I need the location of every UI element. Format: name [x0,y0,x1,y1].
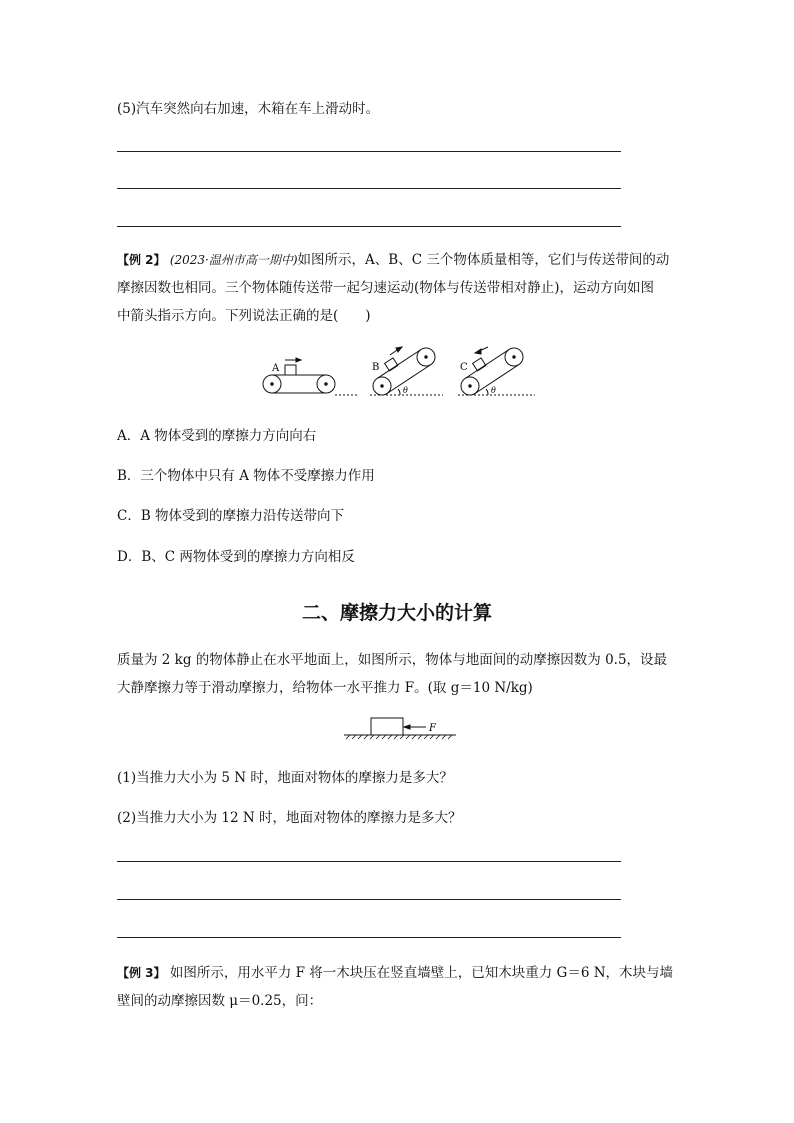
option-b: B．三个物体中只有 A 物体不受摩擦力作用 [117,468,375,484]
label-c: C [460,362,468,373]
option-d: D．B、C 两物体受到的摩擦力方向相反 [117,549,355,565]
example-3-line-1 [117,961,673,981]
example-3-tag: 【例 3】 [117,966,166,980]
problem-q1: (1)当推力大小为 5 N 时，地面对物体的摩擦力是多大？ [117,770,453,786]
example-2-line-1 [117,248,669,268]
example-2-source: (2023·温州市高一期中) [169,253,298,267]
label-a: A [272,363,280,374]
label-theta: θ [491,386,496,395]
answer-line [117,226,621,227]
answer-line [117,937,621,938]
answer-line [117,151,621,152]
option-c: C．B 物体受到的摩擦力沿传送带向下 [117,508,345,524]
example-2-line-2: 摩擦因数也相同。三个物体随传送带一起匀速运动(物体与传送带相对静止)，运动方向如图 [117,280,655,296]
answer-line [117,188,621,189]
label-f: F [429,723,436,734]
example-2-tag: 【例 2】 [117,253,166,267]
belt-c-inclined [458,347,535,395]
example-2-line-3: 中箭头指示方向。下列说法正确的是( ) [117,308,371,324]
example-3-text: 如图所示，用水平力 F 将一木块压在竖直墙壁上，已知木块重力 G＝6 N，木块与墙 [165,965,674,981]
problem-line-2: 大静摩擦力等于滑动摩擦力，给物体一水平推力 F。(取 g＝10 N/kg) [117,680,533,696]
label-b: B [372,362,380,373]
label-theta: θ [403,386,408,395]
problem-line-1: 质量为 2 kg 的物体静止在水平地面上，如图所示，物体与地面间的动摩擦因数为 0.5，设最 [117,652,668,668]
problem-q2: (2)当推力大小为 12 N 时，地面对物体的摩擦力是多大？ [117,810,462,826]
conveyor-belts-figure [255,343,540,399]
example-3-line-2: 壁间的动摩擦因数 μ＝0.25，问： [117,993,323,1009]
answer-line [117,899,621,900]
block-a [285,365,296,375]
example-2-text: 如图所示，A、B、C 三个物体质量相等，它们与传送带间的动 [297,252,670,268]
block [371,718,403,735]
option-a: A．A 物体受到的摩擦力方向向右 [117,428,317,444]
block-push-figure [340,714,460,744]
question-5: (5)汽车突然向右加速，木箱在车上滑动时。 [117,101,380,117]
section-title: 二、摩擦力大小的计算 [301,602,492,624]
answer-line [117,861,621,862]
